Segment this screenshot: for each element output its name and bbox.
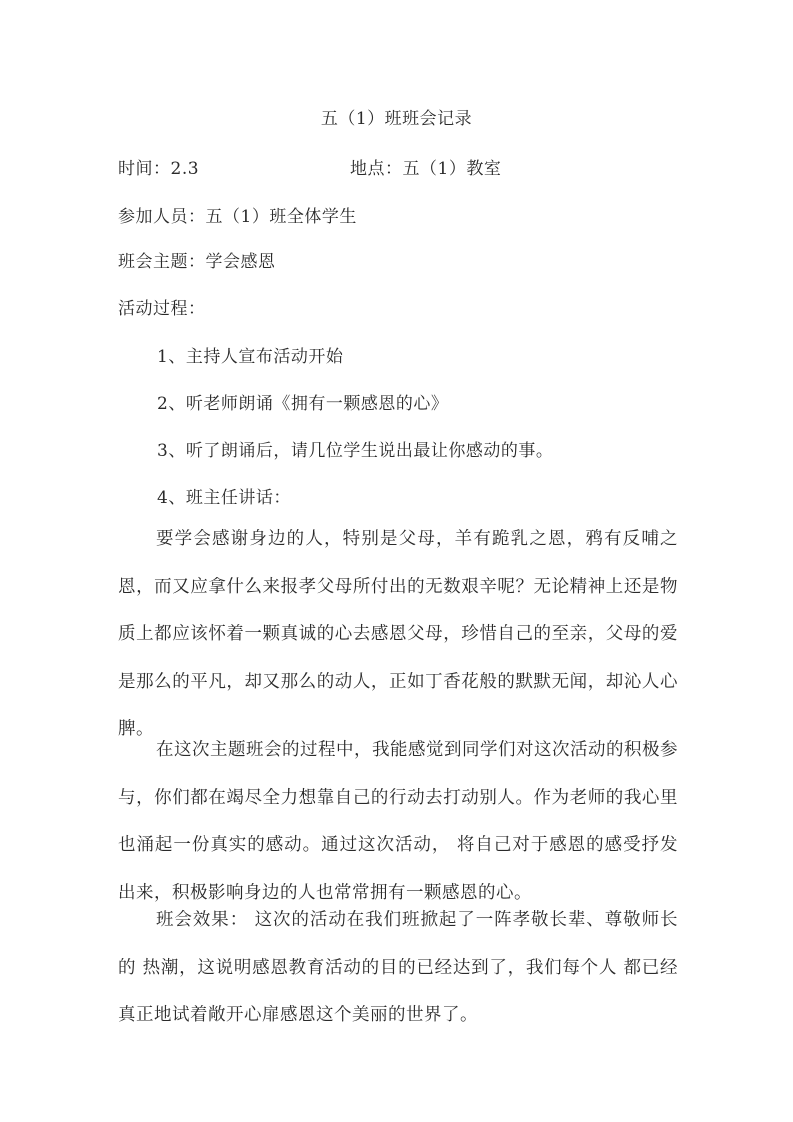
effect-paragraph: 班会效果： 这次的活动在我们班掀起了一阵孝敬长辈、尊敬师长的 热潮，这说明感恩教育活动的目的已经达到了，我们每个人 都已经真正地试着敞开心扉感恩这个美丽的世界了。 xyxy=(118,910,678,1025)
step-item: 1、主持人宣布活动开始 xyxy=(157,347,344,367)
process-heading: 活动过程： xyxy=(118,299,206,319)
meeting-theme: 班会主题：学会感恩 xyxy=(118,252,276,272)
step-item: 4、班主任讲话： xyxy=(157,488,291,508)
meeting-place: 地点：五（1）教室 xyxy=(350,159,502,179)
step-item: 3、听了朗诵后，请几位学生说出最让你感动的事。 xyxy=(157,441,554,461)
participants: 参加人员：五（1）班全体学生 xyxy=(118,207,357,227)
meeting-time: 时间：2.3 xyxy=(118,159,200,179)
body-paragraph: 要学会感谢身边的人，特别是父母，羊有跪乳之恩，鸦有反哺之恩，而又应拿什么来报孝父母所付出的无数艰辛呢？无论精神上还是物质上都应该怀着一颗真诚的心去感恩父母，珍惜自己的至亲，父母的爱是那么的平凡，却又那么的动人，正如丁香花般的默默无闻，却沁人心脾。 xyxy=(118,529,678,739)
document-title: 五（1）班班会记录 xyxy=(320,109,473,129)
body-paragraph: 在这次主题班会的过程中，我能感觉到同学们对这次活动的积极参与，你们都在竭尽全力想靠自己的行动去打动别人。作为老师的我心里也涌起一份真实的感动。通过这次活动， 将自己对于感恩的感受抒发出来，积极影响身边的人也常常拥有一颗感恩的心。 xyxy=(118,740,678,903)
step-item: 2、听老师朗诵《拥有一颗感恩的心》 xyxy=(157,394,449,414)
